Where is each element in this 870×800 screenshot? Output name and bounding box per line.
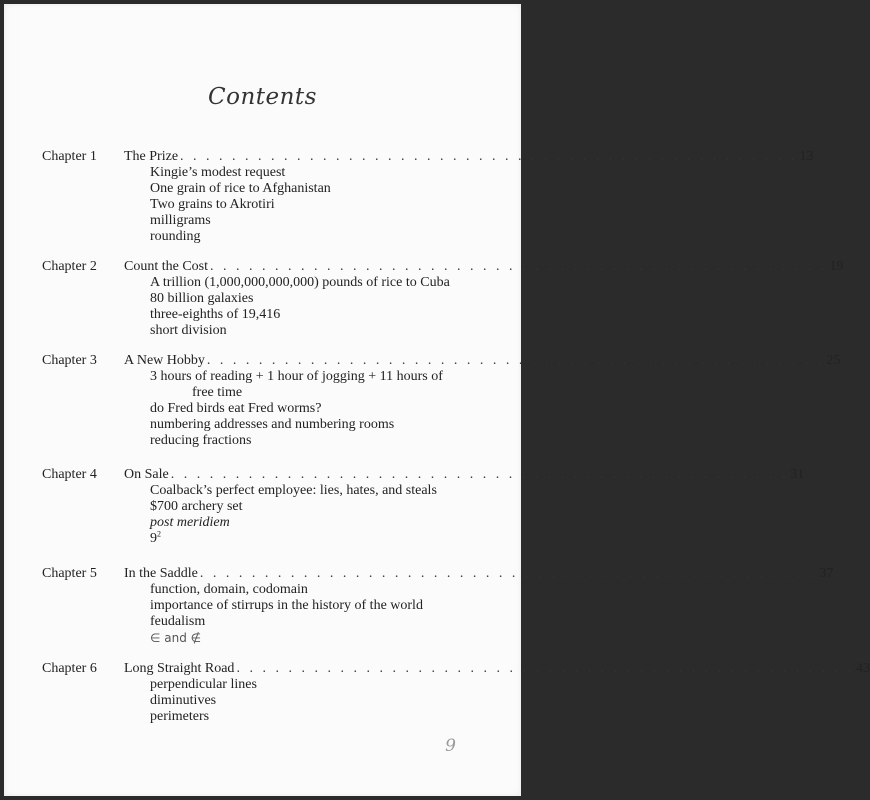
chapter-title: A New Hobby [124, 353, 205, 368]
chapter-page-number: 31 [790, 467, 805, 482]
topic-item: do Fred birds eat Fred worms? [150, 401, 322, 416]
chapter-title: Count the Cost [124, 259, 209, 274]
topic-item: three-eighths of 19,416 [150, 307, 281, 322]
topic-item: Two grains to Akrotiri [150, 197, 275, 212]
dot-leader: . . . . . . . . . . . . . . . . . . . . . . . . . . . . . . . . . . . . . . . . . . . . . . . . [236, 661, 854, 676]
chapter-page-number: 37 [819, 566, 834, 581]
topic-item: post meridiem [150, 515, 230, 530]
exponent: 2 [157, 529, 161, 539]
chapter-title: Long Straight Road [124, 661, 235, 676]
topic-item: feudalism [150, 614, 206, 629]
topic-item: Kingie’s modest request [150, 165, 286, 180]
dot-leader: . . . . . . . . . . . . . . . . . . . . . . . . . . . . . . . . . . . . . . . . . . . . . . . . [210, 259, 828, 274]
chapter-title: The Prize [124, 149, 179, 164]
dot-leader: . . . . . . . . . . . . . . . . . . . . . . . . . . . . . . . . . . . . . . . . . . . . . . . . [170, 467, 789, 482]
topic-list [150, 165, 460, 245]
topic-item: diminutives [150, 693, 217, 708]
dot-leader: . . . . . . . . . . . . . . . . . . . . . . . . . . . . . . . . . . . . . . . . . . . . . . . . [180, 149, 798, 164]
topic-item-continuation: free time [192, 385, 243, 400]
topic-item: numbering addresses and numbering rooms [150, 417, 395, 432]
chapter-label: Chapter 4 [42, 467, 97, 482]
topic-item: A trillion (1,000,000,000,000) pounds of rice to Cuba [150, 275, 450, 290]
topic-item: ∈ and ∉ [150, 631, 202, 645]
chapter-label: Chapter 1 [42, 149, 97, 164]
topic-item: rounding [150, 229, 201, 244]
topic-item: reducing fractions [150, 433, 252, 448]
topic-list [150, 677, 460, 725]
chapter-label: Chapter 5 [42, 566, 97, 581]
topic-item: $700 archery set [150, 499, 243, 514]
topic-item: perimeters [150, 709, 210, 724]
chapter-page-number: 13 [799, 149, 814, 164]
topic-list [150, 582, 460, 646]
chapter-label: Chapter 3 [42, 353, 97, 368]
chapter-page-number: 25 [826, 353, 841, 368]
dot-leader: . . . . . . . . . . . . . . . . . . . . . . . . . . . . . . . . . . . . . . . . . . . . . . . . [206, 353, 825, 368]
chapter-title-line [124, 660, 870, 677]
topic-item: 80 billion galaxies [150, 291, 254, 306]
dot-leader: . . . . . . . . . . . . . . . . . . . . . . . . . . . . . . . . . . . . . . . . . . . . . . . . [199, 566, 818, 581]
chapter-title-line [124, 565, 834, 582]
chapter-label: Chapter 2 [42, 259, 97, 274]
base-number: 9 [150, 531, 157, 546]
topic-list [150, 275, 460, 339]
chapter-title: In the Saddle [124, 566, 198, 581]
chapter-title-line [124, 466, 805, 483]
chapter-title-line [124, 148, 814, 165]
topic-item: importance of stirrups in the history of the world [150, 598, 423, 613]
topic-item: One grain of rice to Afghanistan [150, 181, 331, 196]
chapter-page-number: 19 [829, 259, 844, 274]
topic-item [150, 531, 460, 547]
topic-item: short division [150, 323, 227, 338]
chapter-label: Chapter 6 [42, 661, 97, 676]
topic-item: function, domain, codomain [150, 582, 308, 597]
topic-item: perpendicular lines [150, 677, 257, 692]
chapter-title-line [124, 352, 841, 369]
topic-list [150, 369, 460, 449]
book-page [4, 4, 870, 796]
chapter-title-line [124, 258, 844, 275]
page-title: Contents [208, 84, 317, 110]
topic-item: Coalback’s perfect employee: lies, hates, and steals [150, 483, 437, 498]
topic-item: milligrams [150, 213, 211, 228]
topic-item: 3 hours of reading + 1 hour of jogging + 11 hours of [150, 369, 443, 384]
chapter-title: On Sale [124, 467, 169, 482]
chapter-page-number: 43 [855, 661, 870, 676]
topic-list [150, 483, 460, 547]
page-number: 9 [445, 736, 456, 756]
